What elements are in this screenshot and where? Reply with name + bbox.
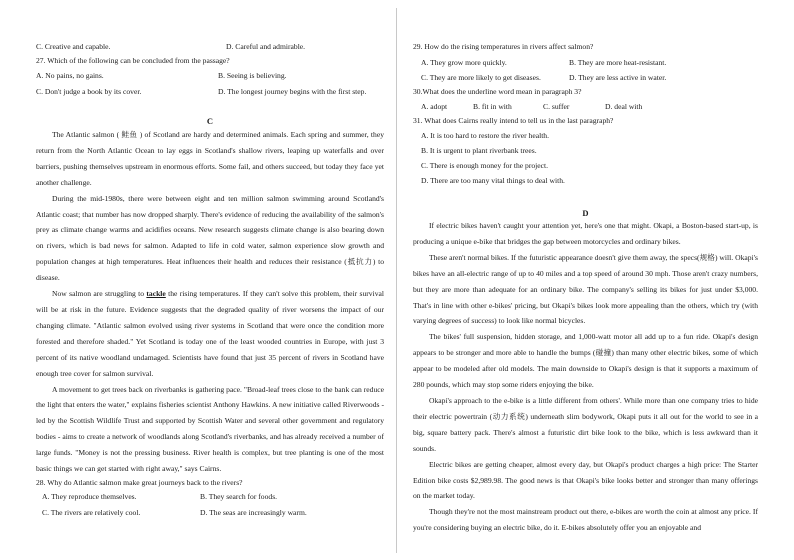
- q29-option-c: C. They are more likely to get diseases.: [421, 73, 541, 82]
- passage-d: [413, 218, 758, 536]
- q29-stem: 29. How do the rising temperatures in rivers affect salmon?: [413, 42, 594, 51]
- q28-option-d: D. The seas are increasingly warm.: [200, 508, 307, 517]
- passage-d-paragraph-5: Electric bikes are getting cheaper, almost every day, but Okapi's product charges a high price: The Starter Edition bike costs $2,989.98. The good news is that Okapi's bike looks better and stronger than many offerings on the market today.: [413, 459, 758, 501]
- q28-stem: 28. Why do Atlantic salmon make great journeys back to the rivers?: [36, 478, 243, 487]
- q26-option-c: C. Creative and capable.: [36, 42, 111, 51]
- q27-option-d: D. The longest journey begins with the first step.: [218, 87, 367, 96]
- q30-stem: 30.What does the underline word mean in paragraph 3?: [413, 87, 582, 96]
- passage-c: [36, 127, 384, 477]
- passage-c-paragraph-4: A movement to get trees back on riverbanks is gathering pace. "Broad-leaf trees close to the bank can reduce the light that enters the water," explains fisheries scientist Anthony Hawkins. A new initiative called Riverwoods - led by the Scottish Wildlife Trust and supported by Scottish Water and several other government and regulatory bodies - aims to create a network of woodlands along Scotland's riverbanks, and has already received a number of large funds. "Money is not the pressing business. River health is complex, but tree planting is one of the most basic things we can get started with right away," says Cairns.: [36, 384, 384, 474]
- passage-c-paragraph-3-text: Now salmon are struggling to tackle the rising temperatures. If they can't solve this problem, their survival will be at risk in the future. Evidence suggests that the degraded quality of river worsens the impact of our changing climate. "Atlantic salmon evolved using river systems in Scotland that were once the condition more forested and therefore shaded." Yet Scotland is today one of the least wooded countries in Europe, with just 3 percent of its native woodland undamaged. Scientists have found that just 35 percent of rivers in Scotland have enough tree cover for salmon survival.: [36, 289, 384, 378]
- q28-option-a: A. They reproduce themselves.: [42, 492, 137, 501]
- column-divider: [396, 8, 397, 553]
- passage-d-paragraph-3: The bikes' full suspension, hidden storage, and 1,000-watt motor all add up to a fun ride. Okapi's design appears to be stronger and more able to handle the bumps (碰撞) than many other electric bikes, some of which appear to be modeled after old models. The main downside to Okapi's design is that it supports a maximum of 280 pounds, which may stop some riders enjoying the bike.: [413, 332, 758, 390]
- q31-stem: 31. What does Cairns really intend to tell us in the last paragraph?: [413, 116, 614, 125]
- q31-option-c: C. There is enough money for the project.: [421, 161, 549, 170]
- passage-d-paragraph-2: These aren't normal bikes. If the futuristic appearance doesn't give them away, the specs(规格) will. Okapi's bikes have an all-electric range of up to 40 miles and a top speed of around 30 mph. Those aren't crazy numbers, but they are more than adequate for an ordinary bike. The company's selling its bikes for just under $3,000. That's in line with other e-bikes' pricing, but Okapi's bikes look more appealing than the others, which try (with varying degrees of success) to look like normal bicycles.: [413, 252, 758, 326]
- q29-option-b: B. They are more heat-resistant.: [569, 58, 667, 67]
- q26-option-d: D. Careful and admirable.: [226, 42, 306, 51]
- passage-d-paragraph-1: If electric bikes haven't caught your attention yet, here's one that might. Okapi, a Boston-based start-up, is producing a unique e-bike that bridges the gap between motorcycles and ordinary bikes.: [413, 221, 758, 246]
- q30-option-c: C. suffer: [543, 102, 570, 111]
- q29-option-a: A. They grow more quickly.: [421, 58, 507, 67]
- q30-option-d: D. deal with: [605, 102, 643, 111]
- q28-option-b: B. They search for foods.: [200, 492, 278, 501]
- passage-d-paragraph-4: Okapi's approach to the e-bike is a little different from others'. While more than one company tries to hide their electric powertrain (动力系统) underneath slim bodywork, Okapi puts it all out for the world to see in a big, square battery pack. There's almost a futuristic dirt bike look to the bike, which is less awkward than it sounds.: [413, 395, 758, 453]
- section-d-heading: D: [582, 208, 589, 218]
- q27-option-a: A. No pains, no gains.: [36, 71, 104, 80]
- q27-option-c: C. Don't judge a book by its cover.: [36, 87, 142, 96]
- q31-option-b: B. It is urgent to plant riverbank trees.: [421, 146, 537, 155]
- section-c-heading: C: [206, 116, 214, 126]
- passage-d-paragraph-6: Though they're not the most mainstream product out there, e-bikes are worth the coin at almost any price. If you're considering buying an electric bike, do it. E-bikes absolutely offer you an enjoyable and: [413, 507, 758, 533]
- passage-c-paragraph-3: [36, 286, 384, 381]
- q31-option-a: A. It is too hard to restore the river health.: [421, 131, 549, 140]
- q30-option-b: B. fit in with: [473, 102, 512, 111]
- q30-option-a: A. adopt: [421, 102, 448, 111]
- underlined-word-tackle: tackle: [146, 289, 166, 299]
- passage-c-paragraph-2: During the mid-1980s, there were between eight and ten million salmon swimming around Scotland's Atlantic coast; that number has now dropped sharply. There's evidence of reducing the availability of the salmon's prey as climate change warms and acidifies oceans. New research suggests climate change is also bearing down on rivers, which is bad news for salmon. Adapted to life in cold water, salmon experience slow growth and population changes at high temperatures. Heat influences their health and reduces their resistance (抵抗力) to disease.: [36, 193, 384, 283]
- q29-option-d: D. They are less active in water.: [569, 73, 667, 82]
- q28-option-c: C. The rivers are relatively cool.: [42, 508, 141, 517]
- q31-option-d: D. There are too many vital things to deal with.: [421, 176, 565, 185]
- q27-stem: 27. Which of the following can be concluded from the passage?: [36, 56, 230, 65]
- q27-option-b: B. Seeing is believing.: [218, 71, 287, 80]
- passage-c-paragraph-1: The Atlantic salmon ( 鲑鱼 ) of Scotland are hardy and determined animals. Each spring and summer, they return from the North Atlantic Ocean to lay eggs in Scotland's shallow rivers, leaping up waterfalls and over barriers, pushing themselves upstream in enormous efforts. Some fail, and others succeed, but today they face yet another challenge.: [36, 130, 384, 187]
